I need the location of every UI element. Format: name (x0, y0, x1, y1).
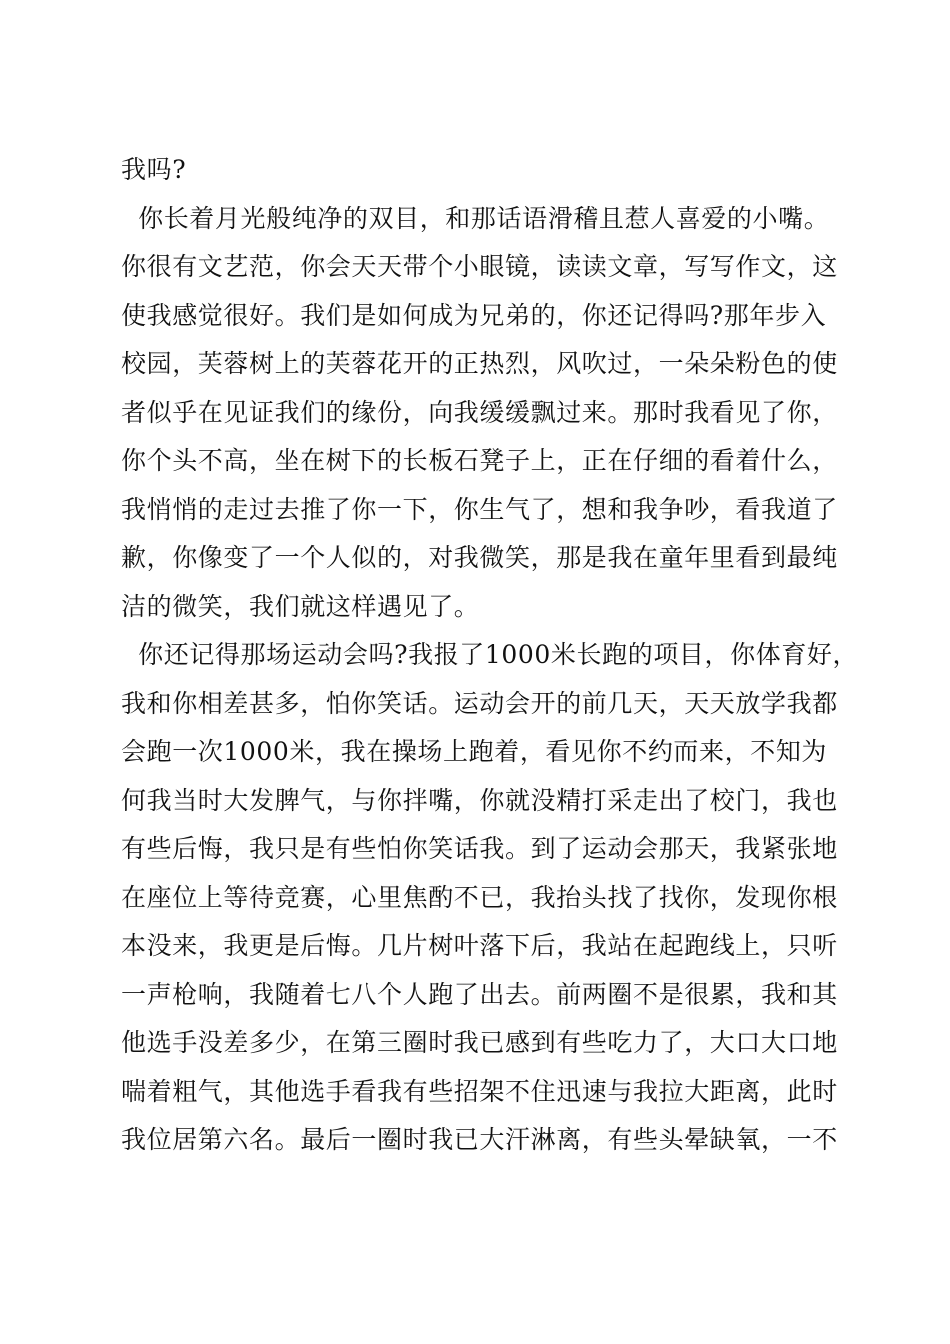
text-line: 你很有文艺范，你会天天带个小眼镜，读读文章，写写作文，这 (121, 252, 838, 281)
text-line: 你长着月光般纯净的双目，和那话语滑稽且惹人喜爱的小嘴。 (121, 203, 830, 233)
text-line: 我吗? (121, 155, 187, 184)
text-line: 我和你相差甚多，怕你笑话。运动会开的前几天，天天放学我都 (121, 688, 838, 718)
text-line: 校园，芙蓉树上的芙蓉花开的正热烈，风吹过，一朵朵粉色的使 (121, 349, 838, 378)
text-line: 你还记得那场运动会吗?我报了1000米长跑的项目，你体育好， (121, 640, 859, 669)
text-line: 在座位上等待竞赛，心里焦酌不已，我抬头找了找你，发现你根 (121, 882, 838, 912)
text-line: 一声枪响，我随着七八个人跑了出去。前两圈不是很累，我和其 (121, 979, 838, 1009)
text-line: 使我感觉很好。我们是如何成为兄弟的，你还记得吗?那年步入 (121, 300, 827, 330)
body-text (121, 146, 859, 1165)
text-line: 我位居第六名。最后一圈时我已大汗淋离，有些头晕缺氧，一不 (121, 1125, 838, 1154)
text-line: 会跑一次1000米，我在操场上跑着，看见你不约而来，不知为 (121, 737, 828, 766)
text-line: 我悄悄的走过去推了你一下，你生气了，想和我争吵，看我道了 (121, 494, 838, 524)
text-line: 本没来，我更是后悔。几片树叶落下后，我站在起跑线上，只听 (121, 931, 838, 960)
text-line: 歉，你像变了一个人似的，对我微笑，那是我在童年里看到最纯 (121, 543, 838, 572)
text-line: 他选手没差多少，在第三圈时我已感到有些吃力了，大口大口地 (121, 1028, 838, 1057)
text-line: 有些后悔，我只是有些怕你笑话我。到了运动会那天，我紧张地 (121, 834, 838, 863)
text-line: 何我当时大发脾气，与你拌嘴，你就没精打采走出了校门，我也 (121, 785, 838, 815)
text-line: 你个头不高，坐在树下的长板石凳子上，正在仔细的看着什么， (121, 446, 838, 475)
text-line: 洁的微笑，我们就这样遇见了。 (121, 591, 480, 621)
text-line: 喘着粗气，其他选手看我有些招架不住迅速与我拉大距离，此时 (121, 1076, 838, 1106)
text-line: 者似乎在见证我们的缘份，向我缓缓飘过来。那时我看见了你， (121, 397, 838, 427)
